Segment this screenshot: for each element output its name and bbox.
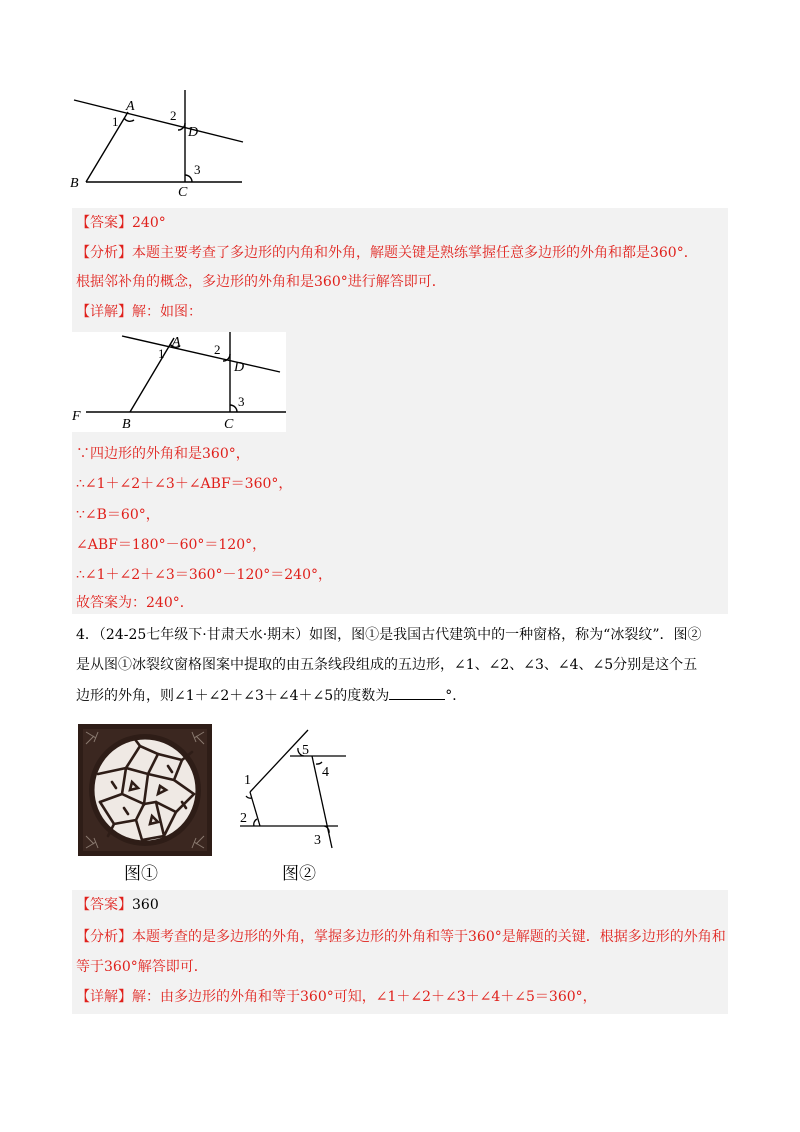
label-5: 5	[302, 743, 309, 758]
step-2: ∴∠1＋∠2＋∠3＋∠ABF＝360°，	[76, 476, 293, 492]
analysis-text-1: 本题主要考查了多边形的内角和外角，解题关键是熟练掌握任意多边形的外角和都是360°．	[132, 245, 698, 261]
label-d-2: D	[234, 360, 245, 375]
answer-blank	[389, 685, 445, 700]
label-a-2: A	[172, 335, 181, 350]
step-3: ∵∠B＝60°，	[76, 507, 160, 523]
question-4-line-1: 4．（24-25七年级下·甘肃天水·期末）如图，图①是我国古代建筑中的一种窗格，称为“冰裂纹”．图②	[76, 627, 702, 643]
detail-line	[76, 302, 202, 322]
label-3: 3	[194, 162, 201, 177]
label-f: F	[72, 409, 81, 424]
label-b-2: B	[122, 417, 131, 432]
label-3-fig2: 3	[314, 833, 321, 848]
label-2-fig2: 2	[240, 811, 247, 826]
label-d: D	[188, 125, 199, 140]
label-4: 4	[322, 765, 329, 780]
question-4-degree: °．	[445, 688, 467, 704]
ice-crack-window-image	[78, 724, 212, 856]
label-b: B	[70, 176, 79, 191]
step-4: ∠ABF＝180°－60°＝120°，	[76, 537, 267, 553]
label-1-2: 1	[158, 346, 165, 361]
question-4-line-2: 是从图①冰裂纹窗格图案中提取的由五条线段组成的五边形，∠1、∠2、∠3、∠4、∠5分别是这个五	[76, 657, 698, 673]
detail-intro: 解：如图：	[132, 304, 202, 320]
question-4-line-3-text: 边形的外角，则∠1＋∠2＋∠3＋∠4＋∠5的度数为	[76, 688, 390, 704]
step-5: ∴∠1＋∠2＋∠3＝360°－120°＝240°，	[76, 567, 332, 583]
label-a: A	[126, 99, 135, 114]
analysis-text-2: 根据邻补角的概念，多边形的外角和是360°进行解答即可．	[76, 274, 446, 290]
label-1: 1	[112, 114, 119, 129]
label-1-fig2: 1	[244, 773, 251, 788]
label-3-2: 3	[238, 394, 245, 409]
answer-line-4	[76, 895, 159, 915]
label-2-2: 2	[214, 342, 221, 357]
quadrilateral-figure-top	[68, 90, 248, 200]
pentagon-figure	[234, 726, 352, 850]
analysis-line-1: 【分析】	[76, 245, 132, 261]
answer-value: 240°	[132, 215, 166, 231]
answer-value-4: 360	[132, 897, 159, 913]
detail-tag-4: 【详解】	[76, 989, 132, 1005]
figure-1-caption: 图①	[124, 864, 158, 884]
quadrilateral-figure-detail	[72, 332, 286, 432]
analysis-line-4a	[76, 927, 726, 947]
analysis-tag-4: 【分析】	[76, 929, 132, 945]
analysis-text-4b: 等于360°解答即可．	[76, 959, 208, 975]
question-4-line-3	[76, 685, 466, 706]
label-c: C	[178, 185, 188, 200]
figure-2-caption: 图②	[282, 864, 316, 884]
detail-line-4	[76, 987, 597, 1007]
answer-line-3	[76, 213, 166, 233]
detail-tag: 【详解】	[76, 304, 132, 320]
answer-tag-4: 【答案】	[76, 897, 132, 913]
analysis-text-4a: 本题考查的是多边形的外角，掌握多边形的外角和等于360°是解题的关键．根据多边形的外角和	[132, 929, 726, 945]
label-c-2: C	[224, 417, 234, 432]
label-2: 2	[170, 108, 177, 123]
step-6: 故答案为：240°．	[76, 595, 194, 611]
answer-tag: 【答案】	[76, 215, 132, 231]
detail-text-4: 解：由多边形的外角和等于360°可知，∠1＋∠2＋∠3＋∠4＋∠5＝360°，	[132, 989, 597, 1005]
step-1: ∵四边形的外角和是360°，	[76, 446, 250, 462]
